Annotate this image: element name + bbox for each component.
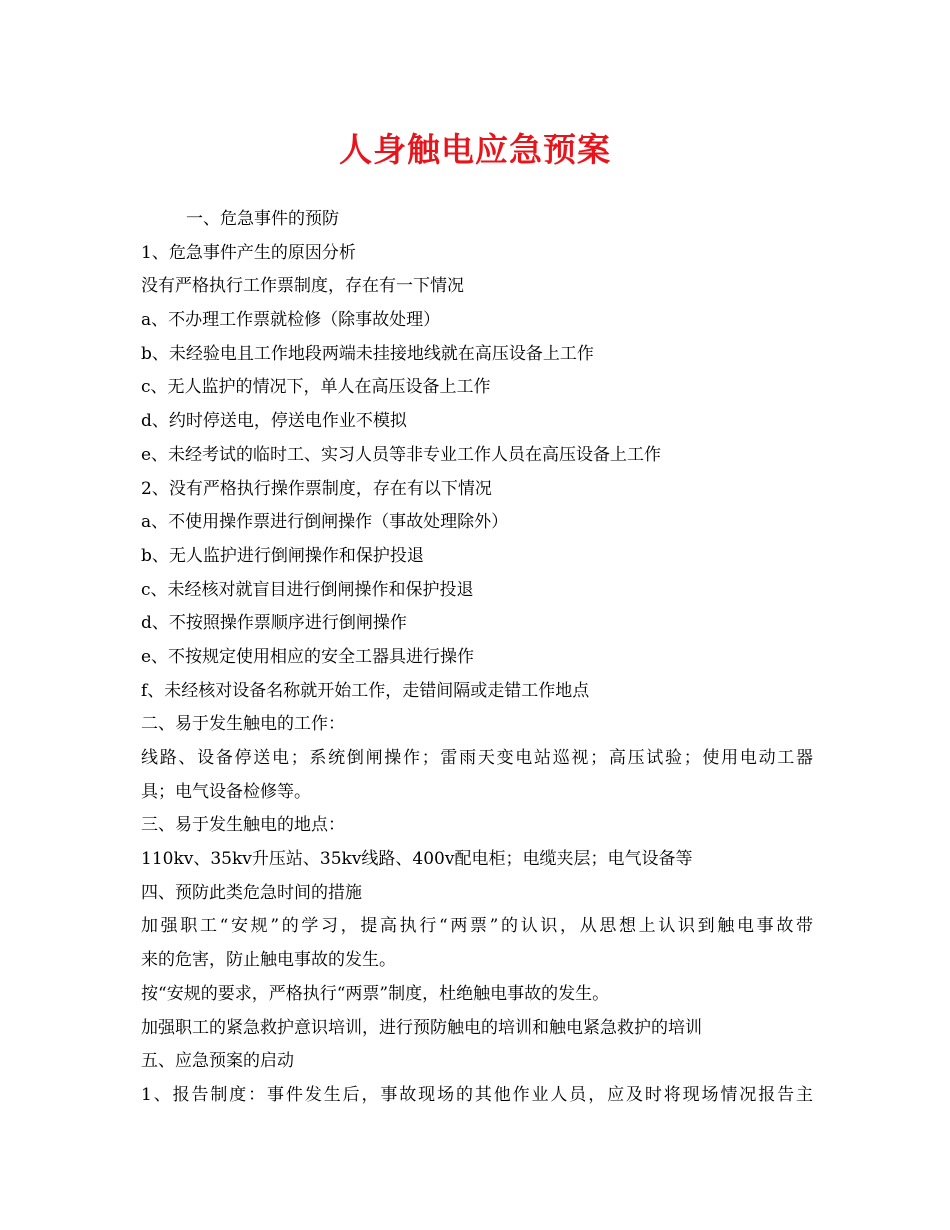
document-title: 人身触电应急预案 — [339, 130, 611, 169]
paragraph-line: 1、报告制度：事件发生后，事故现场的其他作业人员，应及时将现场情况报告主 — [141, 1084, 813, 1105]
section-heading: 四、预防此类危急时间的措施 — [141, 882, 362, 903]
list-item: c、未经核对就盲目进行倒闸操作和保护投退 — [141, 579, 474, 600]
paragraph-line: 110kv、35kv升压站、35kv线路、400v配电柜；电缆夹层；电气设备等 — [141, 849, 693, 870]
paragraph-line: 加强职工“安规”的学习，提高执行“两票”的认识，从思想上认识到触电事故带 — [141, 916, 813, 937]
list-item: c、无人监护的情况下，单人在高压设备上工作 — [141, 377, 491, 398]
document-body — [141, 203, 813, 1113]
list-item: b、未经验电且工作地段两端未挂接地线就在高压设备上工作 — [141, 343, 594, 364]
paragraph-line: 1、危急事件产生的原因分析 — [141, 242, 356, 263]
section-heading-prevention: 一、危急事件的预防 — [186, 209, 339, 229]
paragraph-line: 来的危害，防止触电事故的发生。 — [141, 950, 396, 971]
list-item: d、不按照操作票顺序进行倒闸操作 — [141, 613, 407, 634]
paragraph-line: 按“安规的要求，严格执行“两票”制度，杜绝触电事故的发生。 — [141, 983, 610, 1004]
list-item: d、约时停送电，停送电作业不模拟 — [141, 411, 407, 432]
list-item: f、未经核对设备名称就开始工作，走错间隔或走错工作地点 — [141, 680, 590, 701]
paragraph-line: 没有严格执行工作票制度，存在有一下情况 — [141, 276, 464, 297]
paragraph-line: 加强职工的紧急救护意识培训，进行预防触电的培训和触电紧急救护的培训 — [141, 1017, 702, 1038]
paragraph-line: 2、没有严格执行操作票制度，存在有以下情况 — [141, 478, 492, 499]
list-item: a、不办理工作票就检修（除事故处理） — [141, 310, 441, 331]
section-heading: 二、易于发生触电的工作： — [141, 714, 345, 735]
list-item: a、不使用操作票进行倒闸操作（事故处理除外） — [141, 512, 509, 533]
paragraph-line: 线路、设备停送电；系统倒闸操作；雷雨天变电站巡视；高压试验；使用电动工器 — [141, 748, 813, 768]
list-item: b、无人监护进行倒闸操作和保护投退 — [141, 545, 424, 566]
list-item: e、未经考试的临时工、实习人员等非专业工作人员在高压设备上工作 — [141, 444, 662, 465]
section-heading: 三、易于发生触电的地点： — [141, 815, 345, 836]
paragraph-line: 具；电气设备检修等。 — [141, 781, 311, 802]
section-heading: 五、应急预案的启动 — [141, 1051, 294, 1072]
list-item: e、不按规定使用相应的安全工器具进行操作 — [141, 646, 475, 667]
